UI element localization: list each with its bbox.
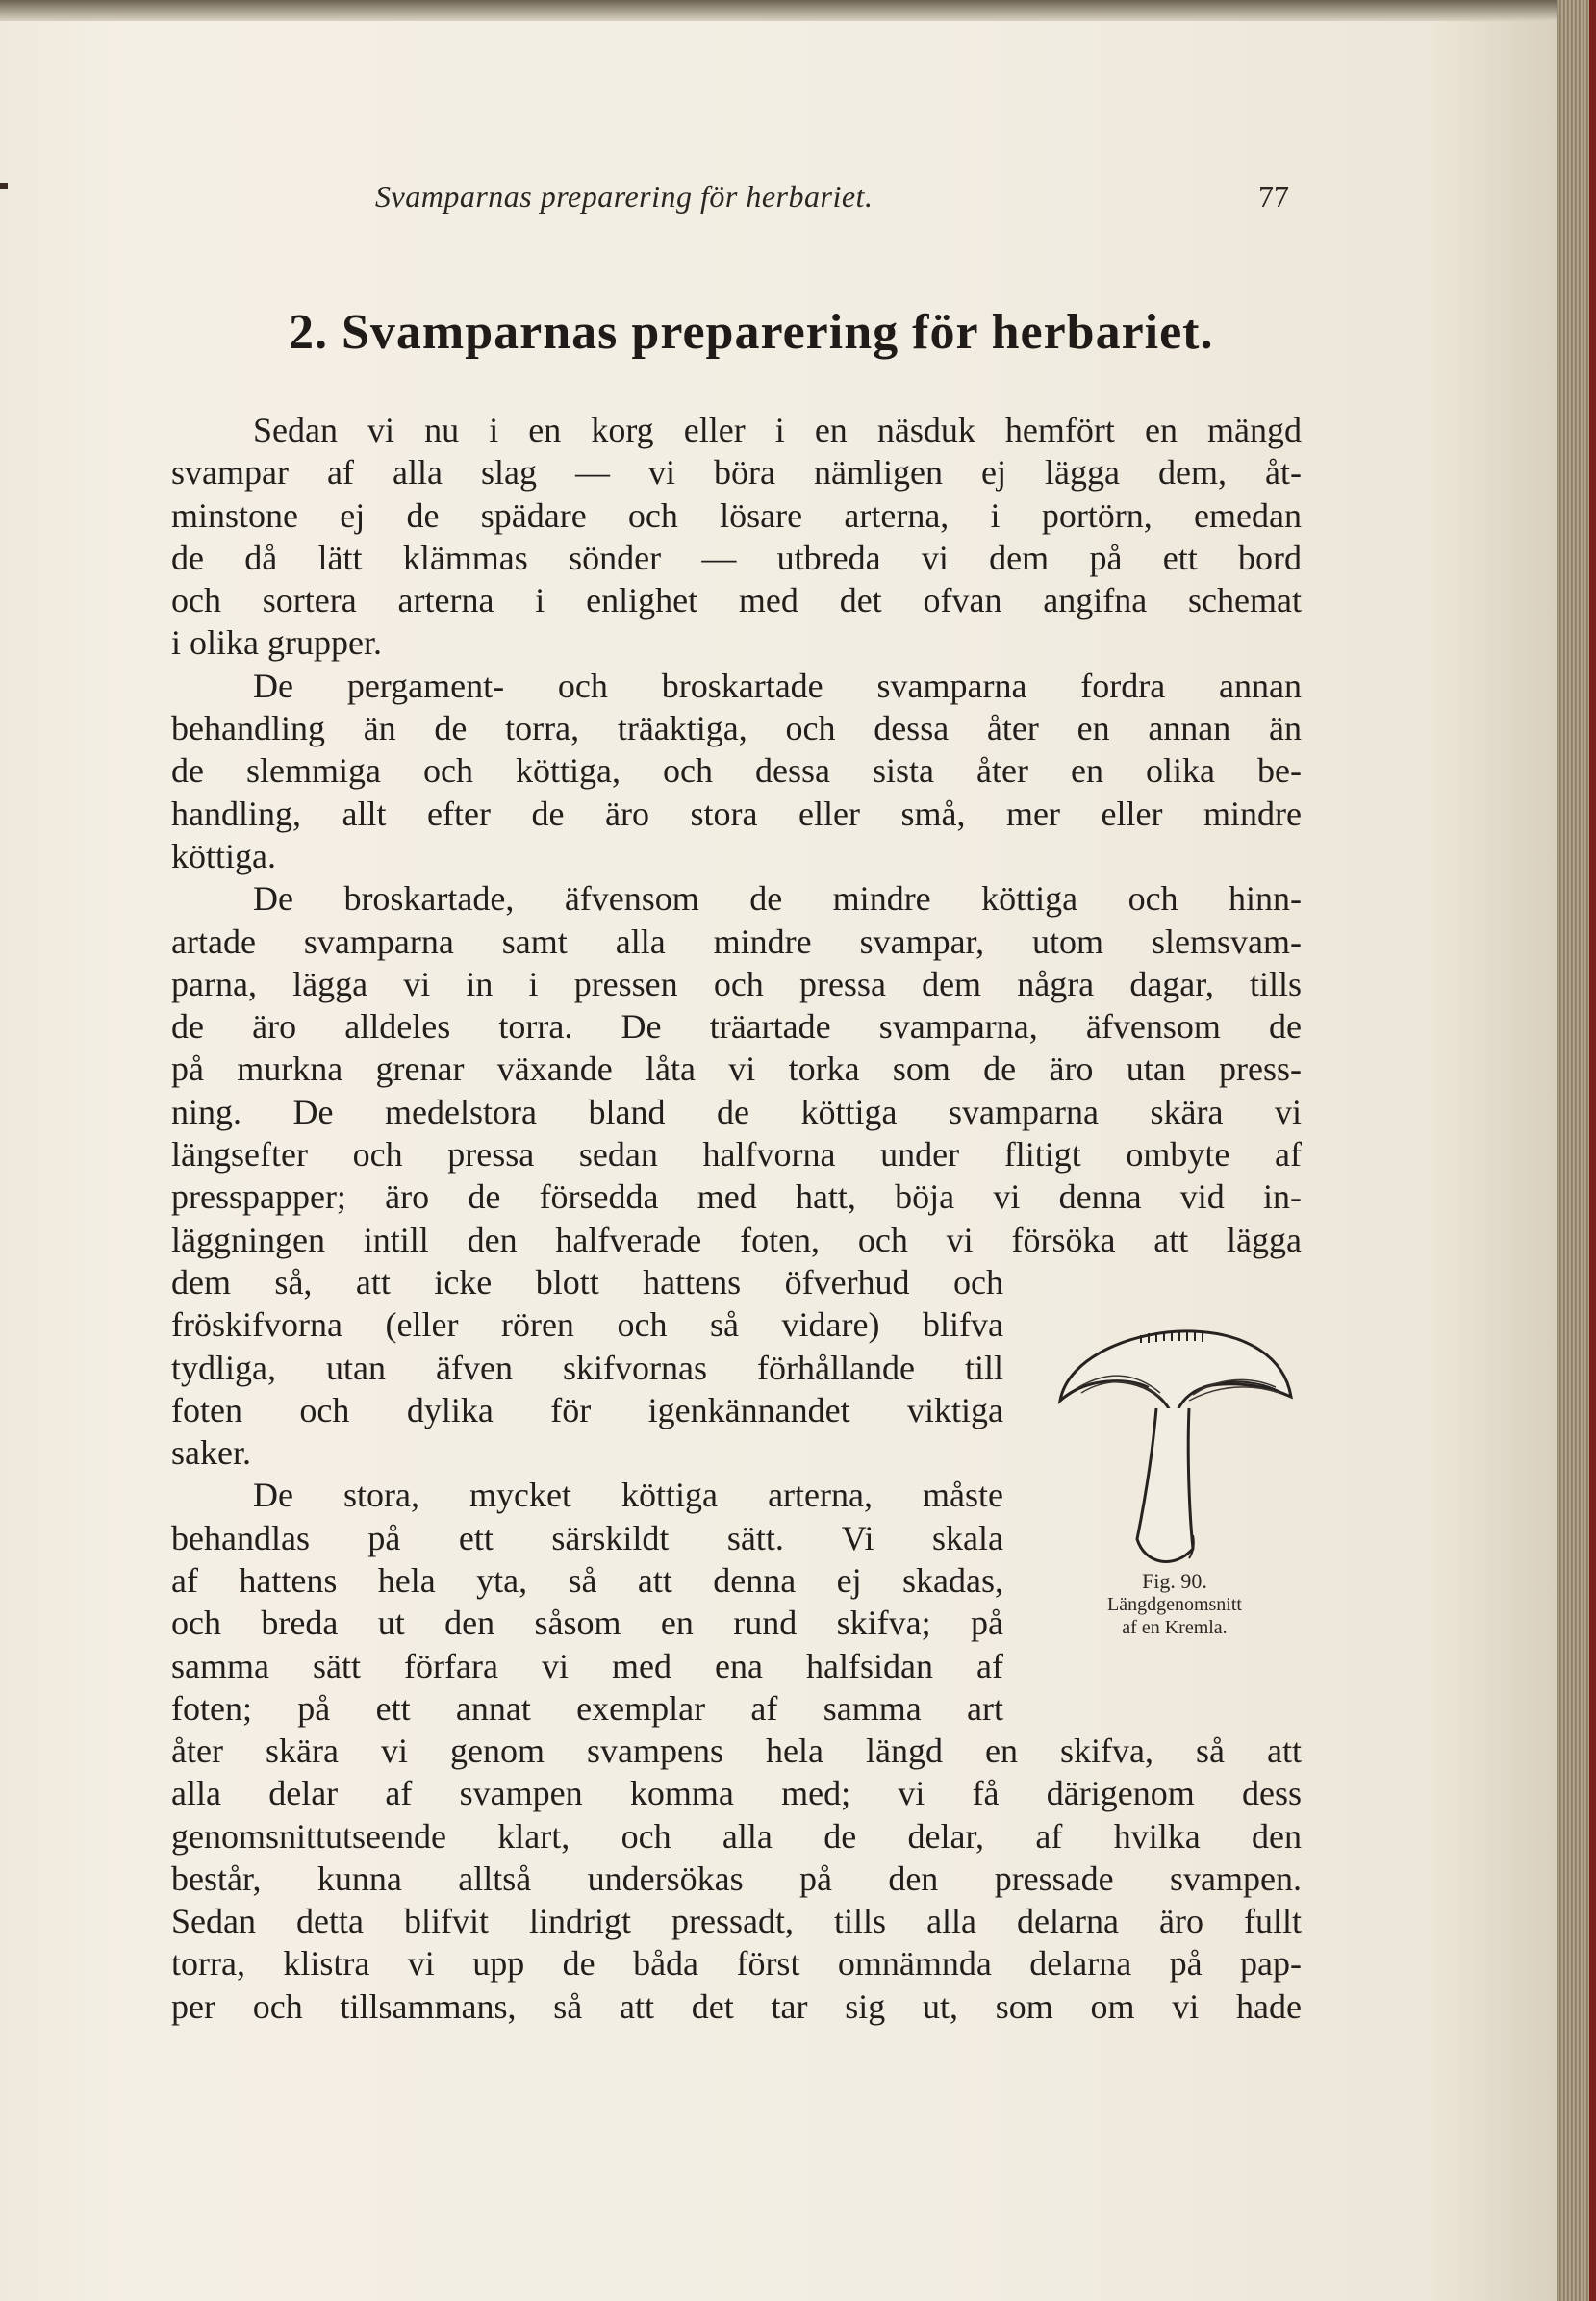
figure-caption-line: af en Kremla. [1122,1617,1228,1638]
text-line: Sedan detta blifvit lindrigt pressadt, tills alla delarna äro fullt [171,1902,1302,1941]
running-head [375,171,1299,219]
text-line: foten; på ett annat exemplar af samma art [171,1688,1003,1728]
text-line: tydliga, utan äfven skifvornas förhållande till [171,1348,1003,1387]
text-line: fröskifvorna (eller rören och så vidare) blifva [171,1305,1003,1345]
margin-mark [0,183,8,189]
paragraph-block-2 [171,1261,1003,1730]
text-line: foten och dylika för igenkännandet viktiga [171,1390,1003,1429]
book-spine-binding [1589,0,1596,2301]
mushroom-cross-section-illustration [1049,1318,1301,1578]
text-line: samma sätt förfara vi med ena halfsidan af [171,1646,1003,1685]
figure-caption-line: Längdgenomsnitt [1107,1594,1242,1615]
text-line: åter skära vi genom svampens hela längd en skifva, så att [171,1732,1302,1770]
text-line: behandling än de torra, träaktiga, och dessa åter en annan än [171,709,1302,748]
section-heading: 2. Svamparnas preparering för herbariet. [289,305,1214,360]
text-line: de slemmiga och köttiga, och dessa sista åter en olika be- [171,751,1302,791]
text-line: i olika grupper. [171,623,382,663]
figure-caption [1049,1570,1301,1639]
text-line: per och tillsammans, så att det tar sig ut, som om vi hade [171,1986,1302,2026]
text-line: de då lätt klämmas sönder — utbreda vi dem på ett bord [171,538,1302,577]
running-title: Svamparnas preparering för herbariet. [375,179,874,214]
text-line: De broskartade, äfvensom de mindre köttiga och hinn- [253,879,1302,919]
paragraph-block-1 [171,409,1302,1261]
text-line: ning. De medelstora bland de köttiga svamparna skära vi [171,1092,1302,1131]
text-line: genomsnittutseende klart, och alla de delar, af hvilka den [171,1816,1302,1856]
text-line: saker. [171,1433,251,1473]
text-line: De stora, mycket köttiga arterna, måste [253,1476,1003,1515]
text-line: minstone ej de spädare och lösare arterna, i portörn, emedan [171,495,1302,535]
text-line: läggningen intill den halfverade foten, och vi försöka att lägga [171,1220,1302,1259]
text-line: dem så, att icke blott hattens öfverhud och [171,1263,1003,1302]
text-line: artade svamparna samt alla mindre svampar, utom slemsvam- [171,922,1302,961]
text-line: presspapper; äro de försedda med hatt, böja vi denna vid in- [171,1177,1302,1217]
text-line: och sortera arterna i enlighet med det ofvan angifna schemat [171,581,1302,620]
text-line: svampar af alla slag — vi böra nämligen ej lägga dem, åt- [171,453,1302,493]
text-line: De pergament- och broskartade svamparna fordra annan [253,666,1302,705]
text-line: de äro alldeles torra. De träartade svamparna, äfvensom de [171,1007,1302,1047]
page-top-edge [0,0,1557,21]
text-line: köttiga. [171,836,276,875]
text-line: parna, lägga vi in i pressen och pressa dem några dagar, tills [171,964,1302,1003]
text-line: består, kunna alltså undersökas på den pressade svampen. [171,1858,1302,1898]
text-line: handling, allt efter de äro stora eller små, mer eller mindre [171,794,1302,833]
figure-number: Fig. 90. [1142,1569,1207,1593]
text-line: af hattens hela yta, så att denna ej skadas, [171,1561,1003,1601]
paragraph-block-3 [171,1730,1302,2028]
text-line: behandlas på ett särskildt sätt. Vi skala [171,1518,1003,1557]
text-line: Sedan vi nu i en korg eller i en näsduk hemfört en mängd [253,411,1302,449]
text-line: längsefter och pressa sedan halfvorna under flitigt ombyte af [171,1135,1302,1175]
text-line: alla delar af svampen komma med; vi få därigenom dess [171,1774,1302,1813]
book-edge [1557,0,1596,2301]
text-line: på murkna grenar växande låta vi torka som de äro utan press- [171,1049,1302,1089]
text-line: torra, klistra vi upp de båda först omnämnda delarna på pap- [171,1944,1302,1984]
text-line: och breda ut den såsom en rund skifva; på [171,1604,1003,1643]
page-number: 77 [1258,179,1289,214]
